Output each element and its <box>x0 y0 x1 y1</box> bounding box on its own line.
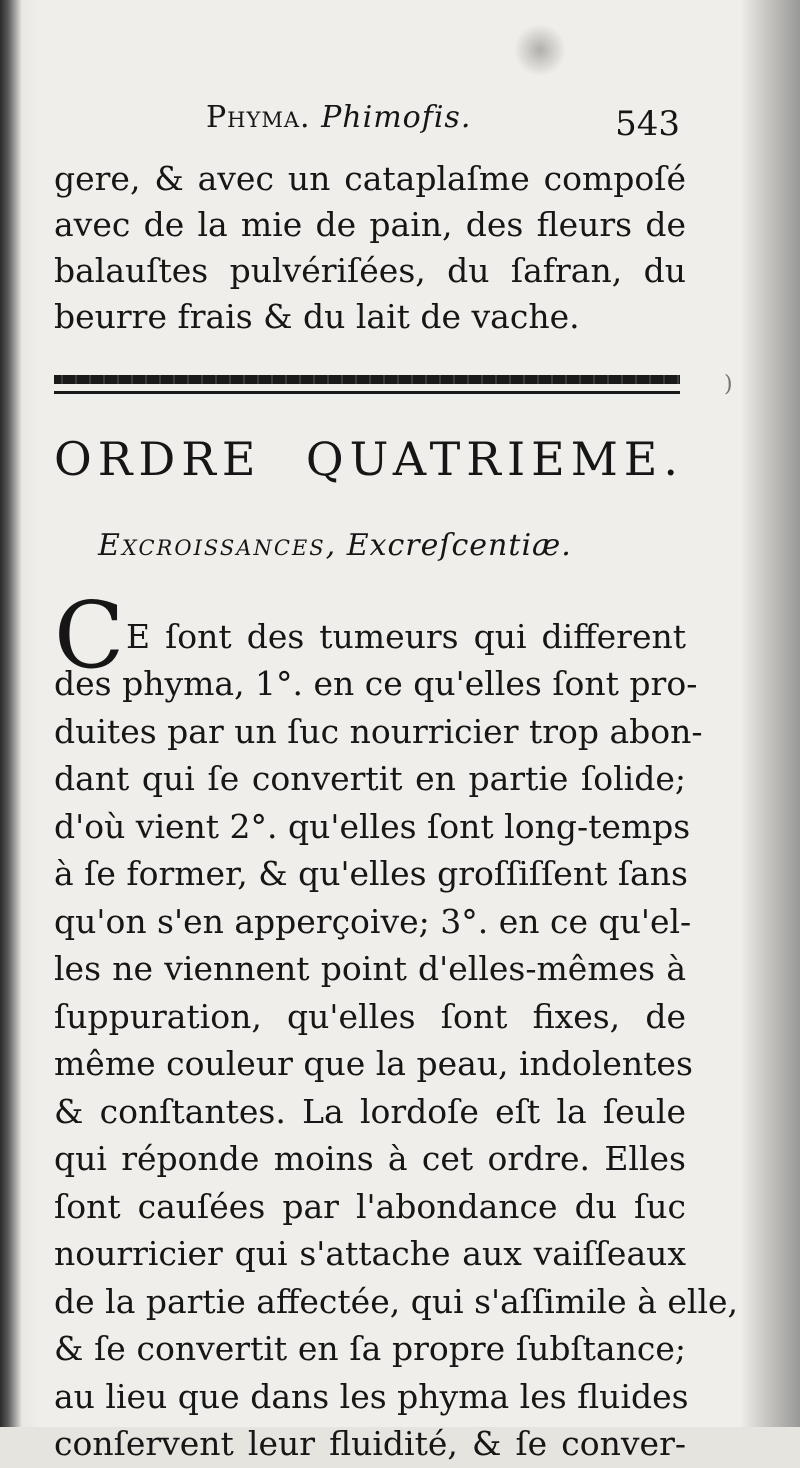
section-heading-separator: , <box>325 528 347 563</box>
text-line: d'où vient 2°. qu'elles ſont long-temps <box>54 806 691 846</box>
running-title-sub: Phimofis. <box>321 100 472 135</box>
text-line: qui réponde moins à cet ordre. Elles <box>54 1139 686 1178</box>
body-first-line: E ſont des tumeurs qui different <box>126 617 686 656</box>
text-line: nourricier qui s'attache aux vaiſſeaux <box>54 1234 686 1273</box>
text-line: conſervent leur fluidité, & ſe conver- <box>54 1424 686 1463</box>
text-line: les ne viennent point d'elles-mêmes à <box>54 949 686 988</box>
text-line: ſont cauſées par l'abondance du ſuc <box>54 1186 686 1226</box>
text-line: beurre frais & du lait de vache. <box>54 297 580 336</box>
running-head <box>56 100 686 144</box>
section-heading-latin: Excreſcentiæ. <box>346 528 572 563</box>
text-line: & ſe convertit en ſa propre ſubſtance; <box>54 1329 686 1368</box>
text-line: des phyma, 1°. en ce qu'elles ſont pro- <box>54 664 698 703</box>
text-line: même couleur que la peau, indolentes <box>54 1044 693 1083</box>
running-title <box>206 100 471 135</box>
text-line: & conſtantes. La lordoſe eſt la ſeule <box>54 1091 686 1131</box>
page-number: 543 <box>615 104 680 144</box>
text-line: avec de la mie de pain, des fleurs de <box>54 205 686 244</box>
body-paragraph <box>54 660 739 1468</box>
section-heading <box>98 528 572 563</box>
text-line: gere, & avec un cataplaſme compoſé <box>54 159 686 198</box>
running-title-main: Phyma. <box>206 100 311 135</box>
text-line: à ſe former, & qu'elles groſſiſſent ſans <box>54 854 688 893</box>
text-line: duites par un ſuc nourricier trop abon- <box>54 711 703 751</box>
margin-mark: ) <box>724 372 733 397</box>
text-line: ſuppuration, qu'elles ſont fixes, de <box>54 996 686 1036</box>
text-line: de la partie affectée, qui s'aſſimile à elle, <box>54 1281 739 1321</box>
top-paragraph <box>54 156 686 340</box>
text-line: au lieu que dans les phyma les fluides <box>54 1376 689 1416</box>
page-edge-shadow <box>740 0 800 1427</box>
order-heading: ORDRE QUATRIEME. <box>54 432 684 486</box>
text-line: dant qui ſe convertit en partie ſolide; <box>54 759 686 798</box>
drop-cap: C <box>54 582 125 689</box>
text-line: qu'on s'en apperçoive; 3°. en ce qu'el- <box>54 901 692 941</box>
text-line: balauſtes pulvériſées, du ſafran, du <box>54 251 686 290</box>
divider-rule <box>54 391 680 394</box>
section-heading-french: Excroissances <box>98 528 326 563</box>
page-gutter-shadow <box>0 0 22 1427</box>
ornamental-rule <box>54 375 680 384</box>
